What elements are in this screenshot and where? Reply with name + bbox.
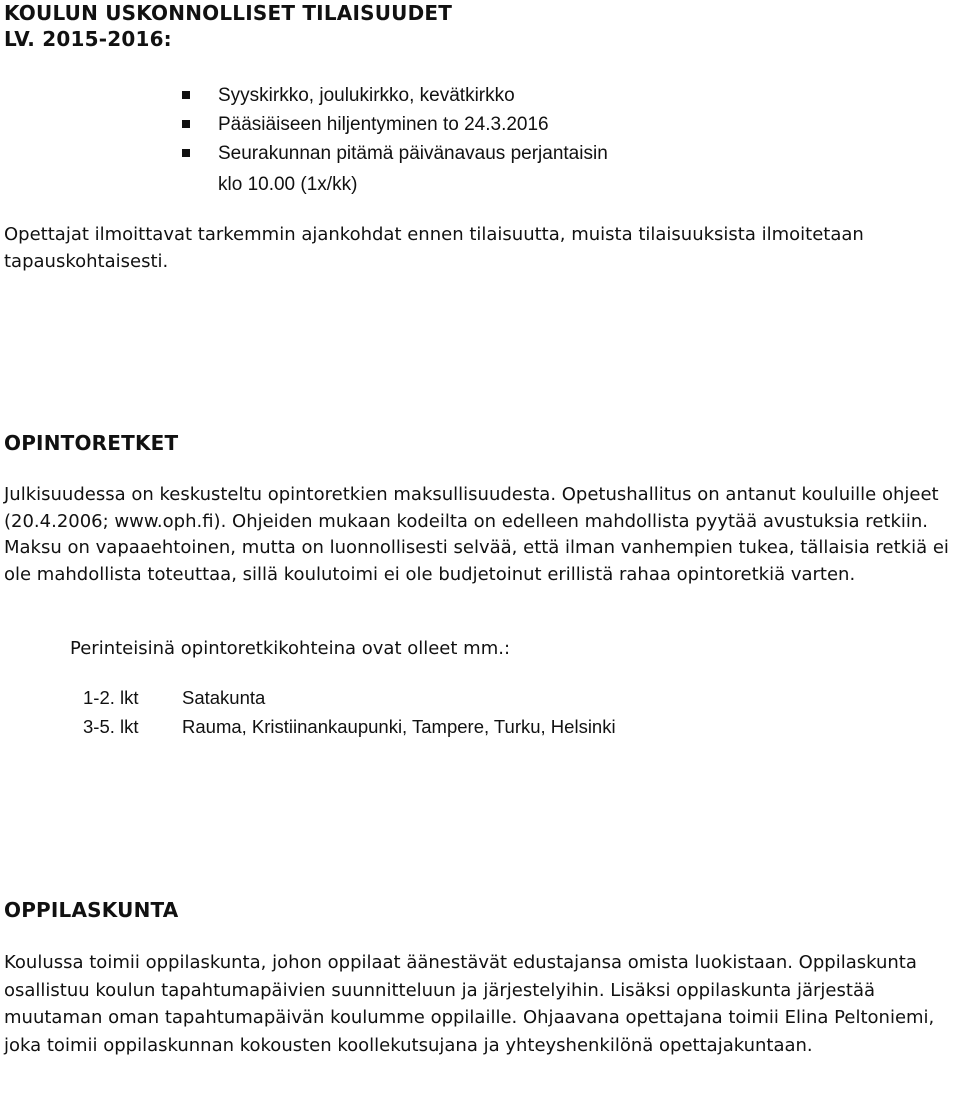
opintoretket-heading: OPINTORETKET <box>4 431 179 455</box>
oppilaskunta-body: Koulussa toimii oppilaskunta, johon oppilaat äänestävät edustajansa omista luokistaan. Oppilaskunta osallistuu koulun tapahtumapäivien suunnitteluun ja järjestelyihin. Lisäksi oppilaskunta järjestää muutaman oman tapahtumapäivän koulumme oppilaille. Ohjaavana opettajana toimii Elina Peltoniemi, joka toimii oppilaskunnan kokousten koollekutsujana ja yhteyshenkilönä opettajakuntaan. <box>4 952 935 1056</box>
teachers-note: Opettajat ilmoittavat tarkemmin ajankohdat ennen tilaisuutta, muista tilaisuuksista ilmoitetaan tapauskohtaisesti. <box>4 224 864 272</box>
events-list <box>182 81 608 168</box>
list-item <box>182 110 608 139</box>
list-item <box>182 81 608 110</box>
page-title-line1: KOULUN USKONNOLLISET TILAISUUDET <box>4 1 453 25</box>
event-text: Syyskirkko, joulukirkko, kevätkirkko <box>218 85 515 106</box>
grade-label: 3-5. lkt <box>83 716 139 737</box>
event-continuation: klo 10.00 (1x/kk) <box>218 174 358 195</box>
page-title-line2: LV. 2015-2016: <box>4 27 172 51</box>
destination-row <box>0 713 960 769</box>
destination-places: Rauma, Kristiinankaupunki, Tampere, Turku, Helsinki <box>182 716 616 737</box>
destinations-intro: Perinteisinä opintoretkikohteina ovat olleet mm.: <box>70 638 511 659</box>
grade-label: 1-2. lkt <box>83 687 139 708</box>
destination-row <box>0 684 960 711</box>
oppilaskunta-heading: OPPILASKUNTA <box>4 898 179 922</box>
event-text: Pääsiäiseen hiljentyminen to 24.3.2016 <box>218 114 549 135</box>
square-bullet-icon <box>182 120 190 128</box>
list-item <box>182 139 608 168</box>
event-text: Seurakunnan pitämä päivänavaus perjantaisin <box>218 143 608 164</box>
square-bullet-icon <box>182 91 190 99</box>
destination-places: Satakunta <box>182 687 266 708</box>
square-bullet-icon <box>182 149 190 157</box>
opintoretket-body: Julkisuudessa on keskusteltu opintoretkien maksullisuudesta. Opetushallitus on antanut kouluille ohjeet (20.4.2006; www.oph.fi). Ohjeiden mukaan kodeilta on edelleen mahdollista pyytää avustuksia retkiin. Maksu on vapaaehtoinen, mutta on luonnollisesti selvää, että ilman vanhempien tukea, tällaisia retkiä ei ole mahdollista toteuttaa, sillä koulutoimi ei ole budjetoinut erillistä rahaa opintoretkiä varten. <box>4 484 949 585</box>
